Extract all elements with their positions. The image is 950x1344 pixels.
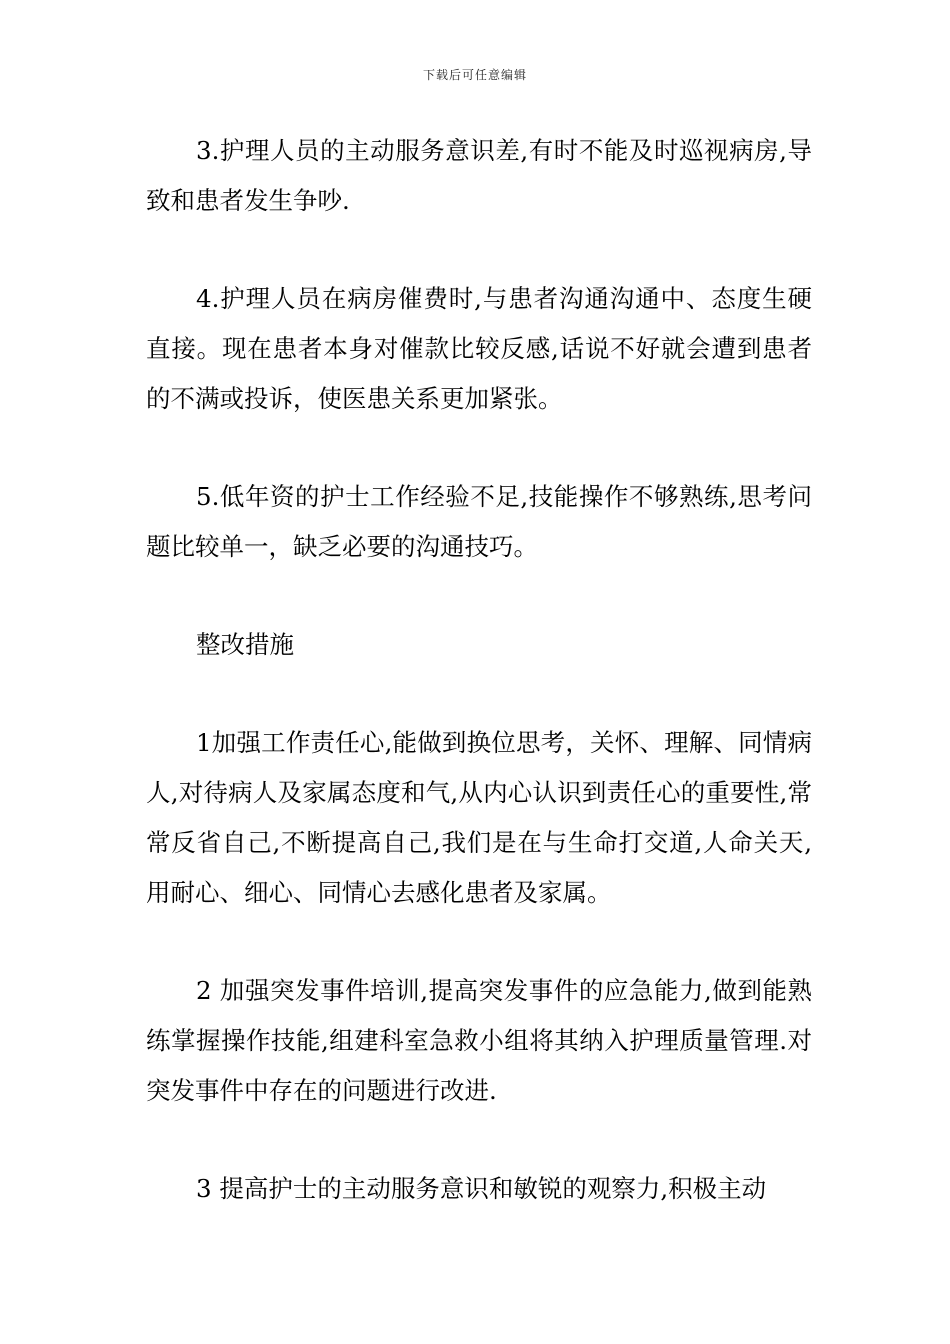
paragraph-gap xyxy=(146,918,812,966)
paragraph-item-4: 4.护理人员在病房催费时,与患者沟通沟通中、态度生硬直接。现在患者本身对催款比较反感,话说不好就会遭到患者的不满或投诉，使医患关系更加紧张。 xyxy=(146,284,812,413)
header-note: 下载后可任意编辑 xyxy=(422,68,527,82)
measure-item-1: 1加强工作责任心,能做到换位思考，关怀、理解、同情病人,对待病人及家属态度和气,从内心认识到责任心的重要性,常常反省自己,不断提高自己,我们是在与生命打交道,人命关天,用耐心、细心、同情心去感化患者及家属。 xyxy=(146,728,812,907)
paragraph-gap xyxy=(146,424,812,472)
paragraph-gap xyxy=(146,670,812,718)
paragraph-gap xyxy=(146,572,812,620)
measure-item-2: 2 加强突发事件培训,提高突发事件的应急能力,做到能熟练掌握操作技能,组建科室急救小组将其纳入护理质量管理.对突发事件中存在的问题进行改进. xyxy=(146,976,812,1105)
paragraph-gap xyxy=(146,1116,812,1164)
measure-item-3: 3 提高护士的主动服务意识和敏锐的观察力,积极主动 xyxy=(196,1174,767,1203)
paragraph-item-3: 3.护理人员的主动服务意识差,有时不能及时巡视病房,导致和患者发生争吵. xyxy=(146,136,812,215)
section-heading: 整改措施 xyxy=(196,630,294,659)
document-body xyxy=(146,126,812,1214)
paragraph-gap xyxy=(146,226,812,274)
paragraph-item-5: 5.低年资的护士工作经验不足,技能操作不够熟练,思考问题比较单一，缺乏必要的沟通技巧。 xyxy=(146,482,812,561)
